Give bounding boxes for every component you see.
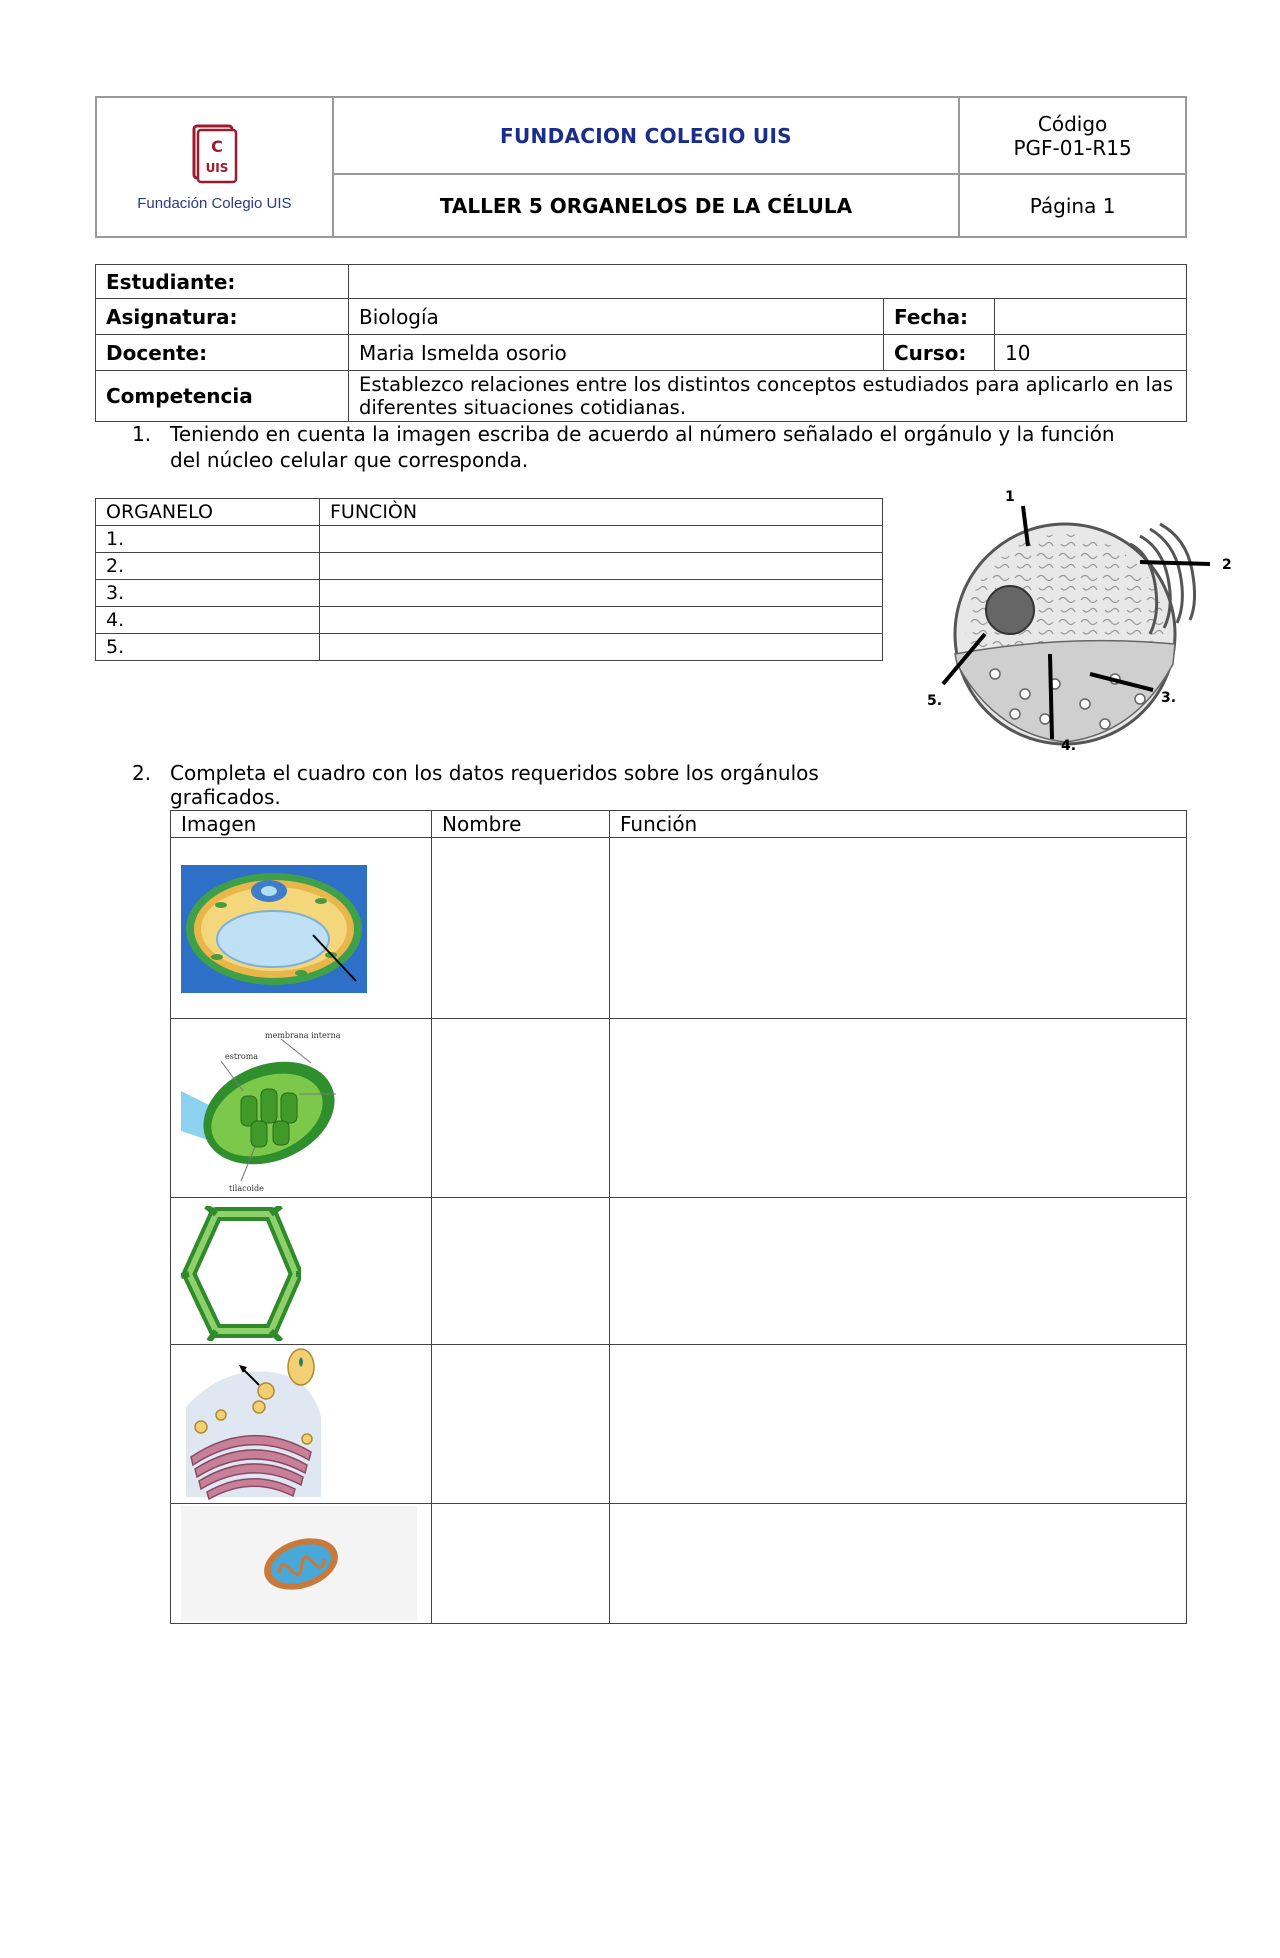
organelle-row-label: 1. xyxy=(96,526,320,553)
organelle-header: ORGANELO xyxy=(96,499,320,526)
title-cell xyxy=(333,174,959,237)
question-2-line-2: graficados. xyxy=(170,785,281,809)
question-2-line-1: Completa el cuadro con los datos requeridos sobre los orgánulos xyxy=(170,761,819,785)
diagram-label-2: 2 xyxy=(1222,557,1232,573)
name-answer-field[interactable] xyxy=(432,1198,610,1345)
function-answer-field[interactable] xyxy=(320,526,883,553)
name-answer-field[interactable] xyxy=(432,1504,610,1624)
student-info-table xyxy=(95,264,1187,422)
organelle-table xyxy=(95,498,883,661)
nucleus-cut-section xyxy=(955,641,1175,742)
name-answer-field[interactable] xyxy=(432,1019,610,1198)
organelle-row-label: 5. xyxy=(96,634,320,661)
school-name-cell xyxy=(333,97,959,174)
image-cell-mitochondria xyxy=(171,1504,432,1624)
logo-cell xyxy=(96,97,333,237)
school-logo-icon xyxy=(188,122,240,186)
document-header xyxy=(95,96,1187,238)
teacher-value: Maria Ismelda osorio xyxy=(349,335,884,371)
function-answer-field[interactable] xyxy=(320,580,883,607)
name-answer-field[interactable] xyxy=(432,838,610,1019)
course-value: 10 xyxy=(995,335,1187,371)
nucleus-diagram xyxy=(925,484,1245,756)
diagram-label-5: 5. xyxy=(927,693,943,709)
image-cell-vacuole xyxy=(171,838,432,1019)
organelle-images-table xyxy=(170,810,1187,1624)
function-answer-field[interactable] xyxy=(610,838,1187,1019)
subject-value: Biología xyxy=(349,299,884,335)
subject-label: Asignatura: xyxy=(96,299,349,335)
logo-caption: Fundación Colegio UIS xyxy=(137,195,292,212)
diagram-label-3: 3. xyxy=(1161,690,1177,706)
chloroplast-label-membrane: membrana interna xyxy=(265,1031,341,1040)
organelle-row-label: 2. xyxy=(96,553,320,580)
page-number: Página 1 xyxy=(959,174,1186,237)
page-title: TALLER 5 ORGANELOS DE LA CÉLULA xyxy=(439,193,853,218)
vacuole-cell-image xyxy=(181,865,367,993)
question-2-number: 2. xyxy=(132,761,152,785)
image-header: Imagen xyxy=(171,811,432,838)
competence-value: Establezco relaciones entre los distintos conceptos estudiados para aplicarlo en las diferentes situaciones cotidianas. xyxy=(349,371,1187,422)
image-cell-golgi xyxy=(171,1345,432,1504)
question-1 xyxy=(132,421,1192,473)
teacher-label: Docente: xyxy=(96,335,349,371)
function-answer-field[interactable] xyxy=(320,607,883,634)
organelle-row-label: 3. xyxy=(96,580,320,607)
name-header: Nombre xyxy=(432,811,610,838)
code-value: PGF-01-R15 xyxy=(1013,135,1132,160)
chloroplast-label-thylakoid: tilacoide xyxy=(229,1184,264,1193)
school-name: FUNDACION COLEGIO UIS xyxy=(500,123,792,148)
cell-wall-image xyxy=(181,1206,301,1341)
function-header-2: Función xyxy=(610,811,1187,838)
svg-text:C: C xyxy=(211,137,224,156)
student-field[interactable] xyxy=(349,265,1187,299)
mitochondria-image xyxy=(181,1506,417,1621)
image-cell-chloroplast xyxy=(171,1019,432,1198)
date-field[interactable] xyxy=(995,299,1187,335)
diagram-label-1: 1 xyxy=(1005,489,1015,505)
svg-text:UIS: UIS xyxy=(205,161,229,175)
code-label: Código xyxy=(1037,111,1108,136)
diagram-label-4: 4. xyxy=(1061,738,1077,754)
competence-label: Competencia xyxy=(96,371,349,422)
function-answer-field[interactable] xyxy=(320,634,883,661)
question-1-line-1: Teniendo en cuenta la imagen escriba de acuerdo al número señalado el orgánulo y la función xyxy=(170,422,1115,446)
chloroplast-label-stroma: estroma xyxy=(225,1052,259,1061)
function-answer-field[interactable] xyxy=(610,1504,1187,1624)
image-cell-cell-wall xyxy=(171,1198,432,1345)
code-cell xyxy=(959,97,1186,174)
student-label: Estudiante: xyxy=(96,265,349,299)
nucleolus xyxy=(986,586,1034,634)
date-label: Fecha: xyxy=(884,299,995,335)
golgi-apparatus-image xyxy=(181,1347,326,1502)
function-header: FUNCIÒN xyxy=(320,499,883,526)
question-1-line-2: del núcleo celular que corresponda. xyxy=(170,448,529,472)
organelle-row-label: 4. xyxy=(96,607,320,634)
function-answer-field[interactable] xyxy=(610,1019,1187,1198)
question-2 xyxy=(132,761,892,809)
function-answer-field[interactable] xyxy=(320,553,883,580)
name-answer-field[interactable] xyxy=(432,1345,610,1504)
chloroplast-image xyxy=(181,1021,341,1196)
function-answer-field[interactable] xyxy=(610,1198,1187,1345)
question-1-number: 1. xyxy=(132,422,152,446)
course-label: Curso: xyxy=(884,335,995,371)
function-answer-field[interactable] xyxy=(610,1345,1187,1504)
